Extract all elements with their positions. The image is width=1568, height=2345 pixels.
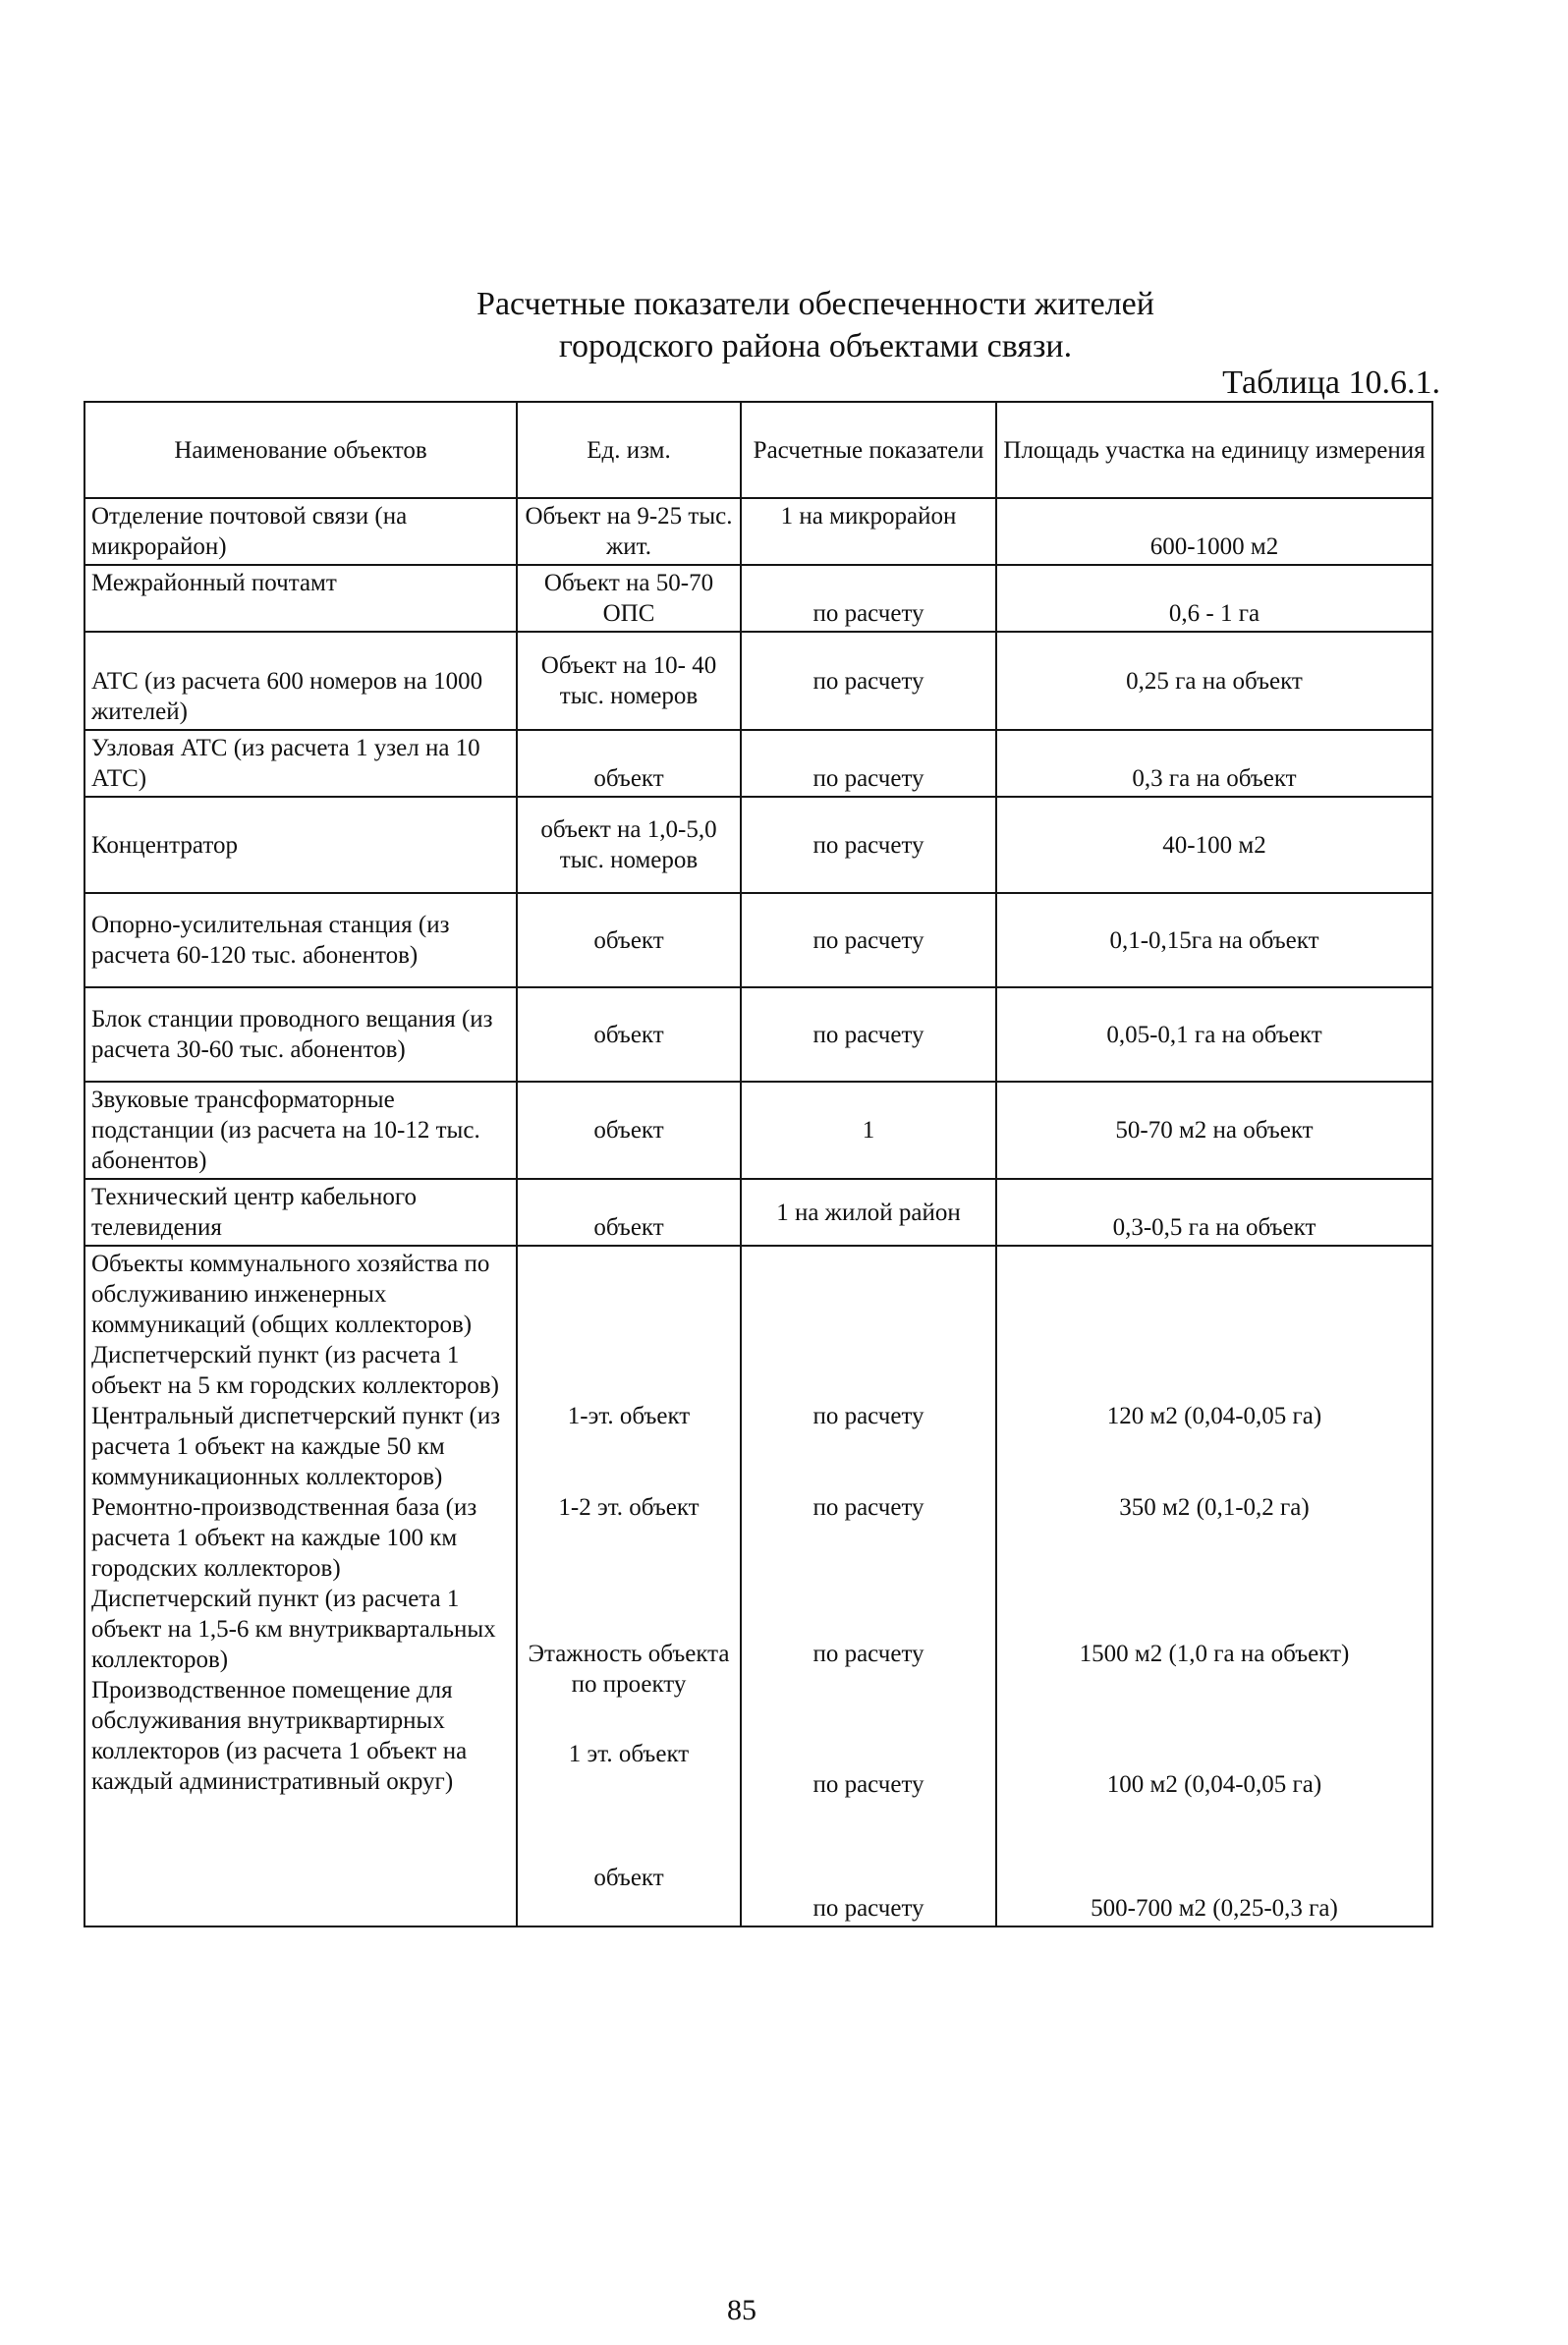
header-unit: Ед. изм. xyxy=(517,402,741,498)
table-row xyxy=(84,632,1432,730)
table-row xyxy=(84,797,1432,893)
row-area: 0,3-0,5 га на объект xyxy=(996,1179,1432,1246)
sub-item-area: 100 м2 (0,04-0,05 га) xyxy=(1106,1771,1322,1798)
table-row xyxy=(84,1082,1432,1179)
row-name: Межрайонный почтамт xyxy=(84,565,517,632)
row-indicator: по расчету xyxy=(741,797,996,893)
row-indicator: по расчету xyxy=(741,987,996,1082)
sub-item-indicator: по расчету xyxy=(812,1403,924,1429)
document-title-line-1: Расчетные показатели обеспеченности жителей xyxy=(476,286,1154,322)
row-name: Отделение почтовой связи (на микрорайон) xyxy=(84,498,517,565)
table-row xyxy=(84,987,1432,1082)
header-area: Площадь участка на единицу измерения xyxy=(996,402,1432,498)
row-name: Блок станции проводного вещания (из расчета 30-60 тыс. абонентов) xyxy=(84,987,517,1082)
indicators-table xyxy=(84,401,1433,1927)
row-area: 0,6 - 1 га xyxy=(996,565,1432,632)
row-indicator: 1 на микрорайон xyxy=(741,498,996,565)
row-area: 600-1000 м2 xyxy=(996,498,1432,565)
group-title: Объекты коммунального хозяйства по обслуживанию инженерных коммуникаций (общих коллекторов) xyxy=(91,1251,490,1338)
sub-item-indicator: по расчету xyxy=(812,1641,924,1667)
row-unit: объект xyxy=(517,1179,741,1246)
row-area: 0,1-0,15га на объект xyxy=(996,893,1432,987)
row-name: Концентратор xyxy=(84,797,517,893)
row-indicator-group xyxy=(741,1246,996,1926)
row-area: 50-70 м2 на объект xyxy=(996,1082,1432,1179)
row-unit: Объект на 10- 40 тыс. номеров xyxy=(517,632,741,730)
row-area: 40-100 м2 xyxy=(996,797,1432,893)
sub-item-unit: 1-2 эт. объект xyxy=(558,1494,700,1521)
row-unit: объект xyxy=(517,893,741,987)
sub-item-area: 500-700 м2 (0,25-0,3 га) xyxy=(1091,1895,1338,1922)
table-header-row xyxy=(84,402,1432,498)
row-unit: объект xyxy=(517,987,741,1082)
row-unit: Объект на 50-70 ОПС xyxy=(517,565,741,632)
row-area: 0,25 га на объект xyxy=(996,632,1432,730)
header-object-name: Наименование объектов xyxy=(84,402,517,498)
table-row-communal-objects xyxy=(84,1246,1432,1926)
row-name: Технический центр кабельного телевидения xyxy=(84,1179,517,1246)
row-indicator: по расчету xyxy=(741,893,996,987)
row-unit: объект на 1,0-5,0 тыс. номеров xyxy=(517,797,741,893)
sub-item-name: Ремонтно-производственная база (из расчета 1 объект на каждые 100 км городских коллекторов) xyxy=(91,1494,477,1582)
row-area-group xyxy=(996,1246,1432,1926)
sub-item-area: 1500 м2 (1,0 га на объект) xyxy=(1079,1641,1350,1667)
row-name: Узловая АТС (из расчета 1 узел на 10 АТС) xyxy=(84,730,517,797)
row-name-group xyxy=(84,1246,517,1926)
table-row xyxy=(84,730,1432,797)
sub-item-unit: Этажность объекта по проекту xyxy=(528,1641,730,1698)
row-indicator: 1 xyxy=(741,1082,996,1179)
sub-item-unit: 1 эт. объект xyxy=(568,1741,690,1767)
row-indicator: 1 на жилой район xyxy=(741,1179,996,1246)
sub-item-indicator: по расчету xyxy=(812,1895,924,1922)
sub-item-indicator: по расчету xyxy=(812,1771,924,1798)
row-indicator: по расчету xyxy=(741,565,996,632)
row-unit: объект xyxy=(517,730,741,797)
row-name: АТС (из расчета 600 номеров на 1000 жителей) xyxy=(84,632,517,730)
sub-item-unit: 1-эт. объект xyxy=(567,1403,691,1429)
row-area: 0,05-0,1 га на объект xyxy=(996,987,1432,1082)
sub-item-name: Диспетчерский пункт (из расчета 1 объект на 5 км городских коллекторов) xyxy=(91,1342,499,1399)
table-row xyxy=(84,498,1432,565)
sub-item-indicator: по расчету xyxy=(812,1494,924,1521)
sub-item-unit: объект xyxy=(593,1865,664,1891)
table-label: Таблица 10.6.1. xyxy=(1222,364,1440,401)
page-number: 85 xyxy=(727,2294,756,2326)
row-unit-group xyxy=(517,1246,741,1926)
row-name: Звуковые трансформаторные подстанции (из расчета на 10-12 тыс. абонентов) xyxy=(84,1082,517,1179)
row-indicator: по расчету xyxy=(741,730,996,797)
sub-item-name: Производственное помещение для обслуживания внутриквартирных коллекторов (из расчета 1 объект на каждый административный округ) xyxy=(91,1677,468,1795)
row-unit: Объект на 9-25 тыс. жит. xyxy=(517,498,741,565)
row-indicator: по расчету xyxy=(741,632,996,730)
sub-item-name: Центральный диспетчерский пункт (из расчета 1 объект на каждые 50 км коммуникационных коллекторов) xyxy=(91,1403,501,1490)
document-title-line-2: городского района объектами связи. xyxy=(558,328,1073,364)
row-name: Опорно-усилительная станция (из расчета 60-120 тыс. абонентов) xyxy=(84,893,517,987)
row-unit: объект xyxy=(517,1082,741,1179)
table-row xyxy=(84,1179,1432,1246)
sub-item-area: 350 м2 (0,1-0,2 га) xyxy=(1119,1494,1310,1521)
sub-item-name: Диспетчерский пункт (из расчета 1 объект на 1,5-6 км внутриквартальных коллекторов) xyxy=(91,1586,496,1673)
table-row xyxy=(84,893,1432,987)
sub-item-area: 120 м2 (0,04-0,05 га) xyxy=(1106,1403,1322,1429)
row-area: 0,3 га на объект xyxy=(996,730,1432,797)
header-indicator: Расчетные показатели xyxy=(741,402,996,498)
table-row xyxy=(84,565,1432,632)
